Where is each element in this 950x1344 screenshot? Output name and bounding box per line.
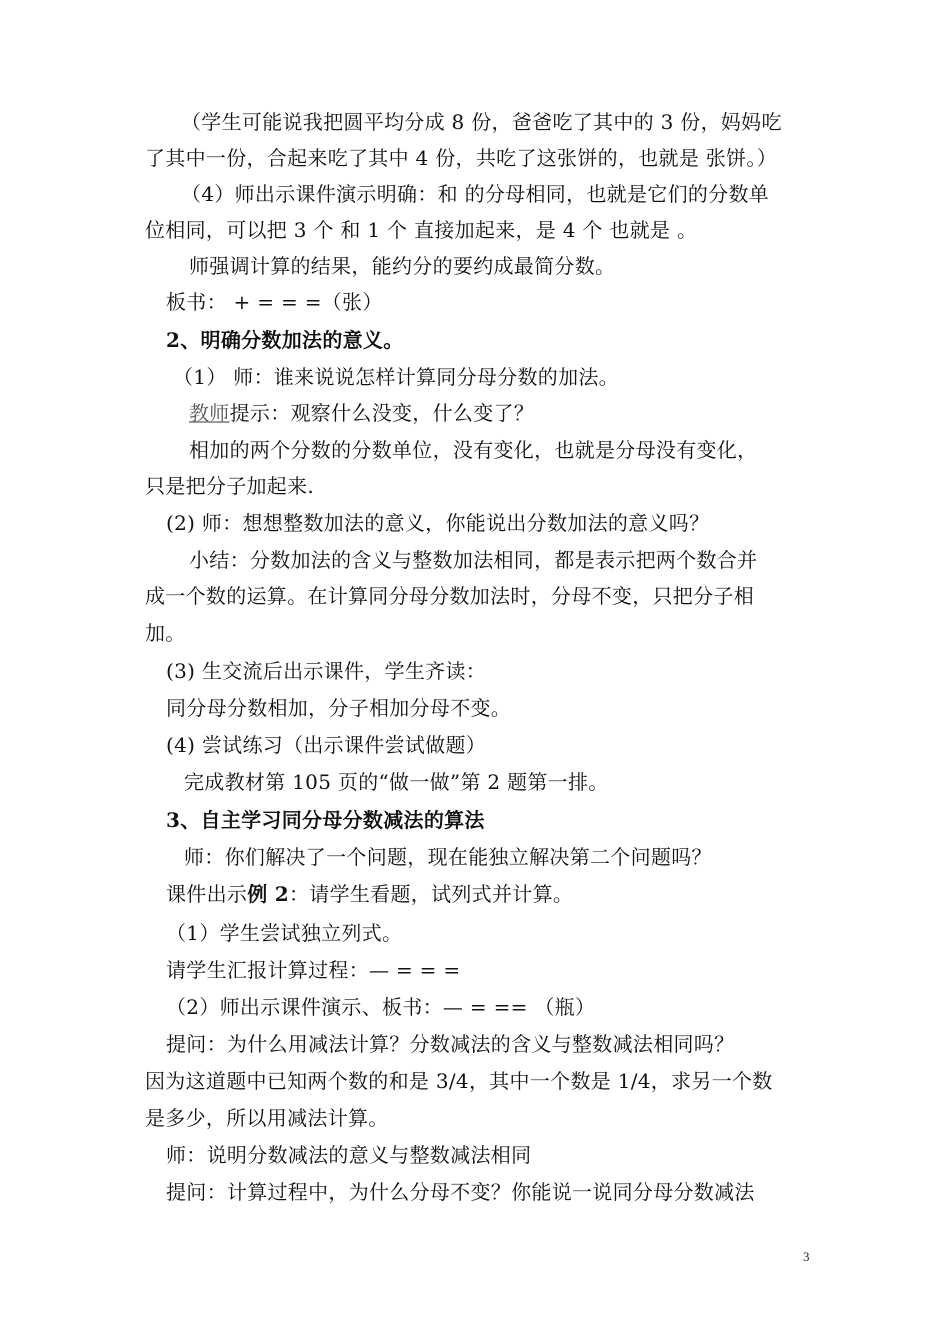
paragraph-line: 加。 bbox=[145, 621, 186, 645]
paragraph-line: 相加的两个分数的分数单位，没有变化，也就是分母没有变化， bbox=[189, 438, 758, 462]
paragraph-line: （4）师出示课件演示明确：和 的分母相同，也就是它们的分数单 bbox=[181, 182, 770, 206]
paragraph-line: 了其中一份，合起来吃了其中 4 份，共吃了这张饼的，也就是 张饼。） bbox=[145, 146, 777, 170]
board-writing-line: （2）师出示课件演示、板书：— = == （瓶） bbox=[166, 995, 596, 1019]
paragraph-line: 提问：计算过程中，为什么分母不变？你能说一说同分母分数减法 bbox=[166, 1180, 755, 1204]
paragraph-line: 因为这道题中已知两个数的和是 3/4，其中一个数是 1/4，求另一个数 bbox=[145, 1069, 773, 1093]
paragraph-line: （1） 师：谁来说说怎样计算同分母分数的加法。 bbox=[173, 365, 619, 389]
paragraph-line: 同分母分数相加，分子相加分母不变。 bbox=[166, 696, 512, 720]
paragraph-line: (3) 生交流后出示课件，学生齐读： bbox=[166, 659, 487, 683]
paragraph-line: 是多少，所以用减法计算。 bbox=[145, 1106, 389, 1130]
paragraph-line: (4) 尝试练习（出示课件尝试做题） bbox=[166, 733, 487, 757]
line-text: 提示：观察什么没变，什么变了？ bbox=[229, 401, 535, 425]
paragraph-line: 请学生汇报计算过程：— = = = bbox=[166, 958, 461, 982]
paragraph-line: 位相同，可以把 3 个 和 1 个 直接加起来，是 4 个 也就是 。 bbox=[145, 218, 698, 242]
paragraph-line: (2) 师：想想整数加法的意义，你能说出分数加法的意义吗？ bbox=[166, 511, 710, 535]
underlined-term: 教师 bbox=[189, 401, 230, 425]
paragraph-line: （学生可能说我把圆平均分成 8 份，爸爸吃了其中的 3 份，妈妈吃 bbox=[181, 110, 782, 134]
paragraph-line: 师：说明分数减法的意义与整数减法相同 bbox=[166, 1143, 532, 1167]
paragraph-line: 小结：分数加法的含义与整数加法相同，都是表示把两个数合并 bbox=[189, 548, 758, 572]
paragraph-line: 师：你们解决了一个问题，现在能独立解决第二个问题吗？ bbox=[184, 845, 712, 869]
board-writing-line: 板书： + = = =（张） bbox=[166, 290, 383, 314]
paragraph-line: （1）学生尝试独立列式。 bbox=[166, 921, 403, 945]
section-heading: 2、明确分数加法的意义。 bbox=[166, 328, 404, 352]
paragraph-line bbox=[166, 882, 573, 906]
paragraph-line: 只是把分子加起来. bbox=[145, 474, 315, 498]
paragraph-line: 师强调计算的结果，能约分的要约成最简分数。 bbox=[189, 254, 616, 278]
line-text: 课件出示 bbox=[166, 882, 248, 906]
page-number: 3 bbox=[803, 1249, 810, 1264]
paragraph-line: 完成教材第 105 页的“做一做”第 2 题第一排。 bbox=[184, 770, 609, 794]
paragraph-line: 提问：为什么用减法计算？分数减法的含义与整数减法相同吗？ bbox=[166, 1032, 735, 1056]
paragraph-line: 成一个数的运算。在计算同分母分数加法时，分母不变，只把分子相 bbox=[145, 584, 754, 608]
example-label: 例 2 bbox=[247, 882, 289, 906]
line-text: ：请学生看题，试列式并计算。 bbox=[288, 882, 574, 906]
paragraph-line bbox=[189, 401, 534, 425]
section-heading: 3、自主学习同分母分数减法的算法 bbox=[166, 808, 485, 832]
